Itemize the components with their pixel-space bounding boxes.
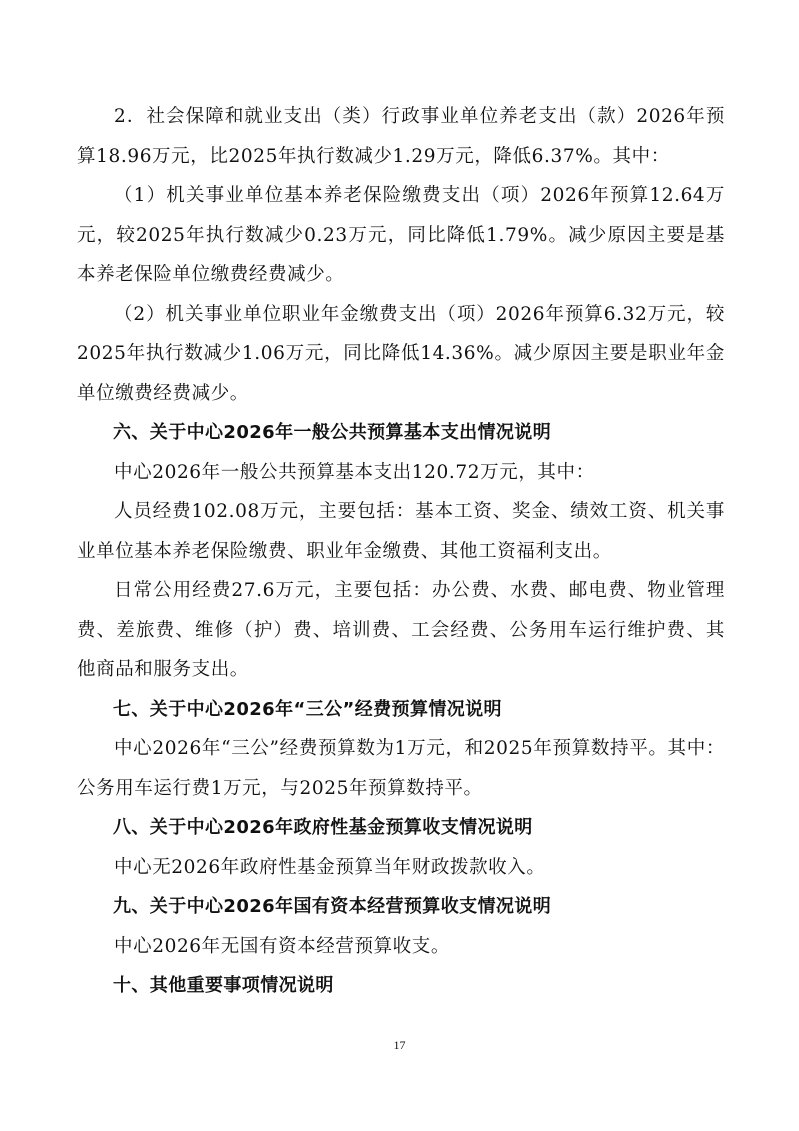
paragraph-basic-expenditure-total: 中心2026年一般公共预算基本支出120.72万元，其中： <box>114 461 595 483</box>
section-heading-7: 七、关于中心2026年“三公”经费预算情况说明 <box>113 698 502 720</box>
paragraph-basic-pension-insurance: （1）机关事业单位基本养老保险缴费支出（项）2026年预算12.64万元，较2025年执行数减少0.23万元，同比降低1.79%。减少原因主要是基本养老保险单位缴费经费减少。 <box>77 185 725 285</box>
paragraph-government-fund: 中心无2026年政府性基金预算当年财政拨款收入。 <box>114 856 546 878</box>
section-heading-6: 六、关于中心2026年一般公共预算基本支出情况说明 <box>113 422 552 443</box>
section-heading-10: 十、其他重要事项情况说明 <box>113 975 334 996</box>
paragraph-personnel-expenses: 人员经费102.08万元，主要包括：基本工资、奖金、绩效工资、机关事业单位基本养老保险缴费、职业年金缴费、其他工资福利支出。 <box>77 501 725 562</box>
paragraph-state-capital: 中心2026年无国有资本经营预算收支。 <box>114 935 450 957</box>
paragraph-three-public-expenses: 中心2026年“三公”经费预算数为1万元，和2025年预算数持平。其中：公务用车运行费1万元，与2025年预算数持平。 <box>77 738 725 799</box>
paragraph-occupational-annuity: （2）机关事业单位职业年金缴费支出（项）2026年预算6.32万元，较2025年执行数减少1.06万元，同比降低14.36%。减少原因主要是职业年金单位缴费经费减少。 <box>77 303 725 404</box>
paragraph-pension-expenditure: 2．社会保障和就业支出（类）行政事业单位养老支出（款）2026年预算18.96万元，比2025年执行数减少1.29万元，降低6.37%。其中： <box>77 106 725 167</box>
body-text-block <box>77 97 725 1006</box>
section-heading-9: 九、关于中心2026年国有资本经营预算收支情况说明 <box>113 896 552 917</box>
section-heading-8: 八、关于中心2026年政府性基金预算收支情况说明 <box>113 817 533 838</box>
paragraph-public-expenses: 日常公用经费27.6万元，主要包括：办公费、水费、邮电费、物业管理费、差旅费、维修（护）费、培训费、工会经费、公务用车运行维护费、其他商品和服务支出。 <box>77 580 725 680</box>
page-number: 17 <box>393 1038 406 1052</box>
